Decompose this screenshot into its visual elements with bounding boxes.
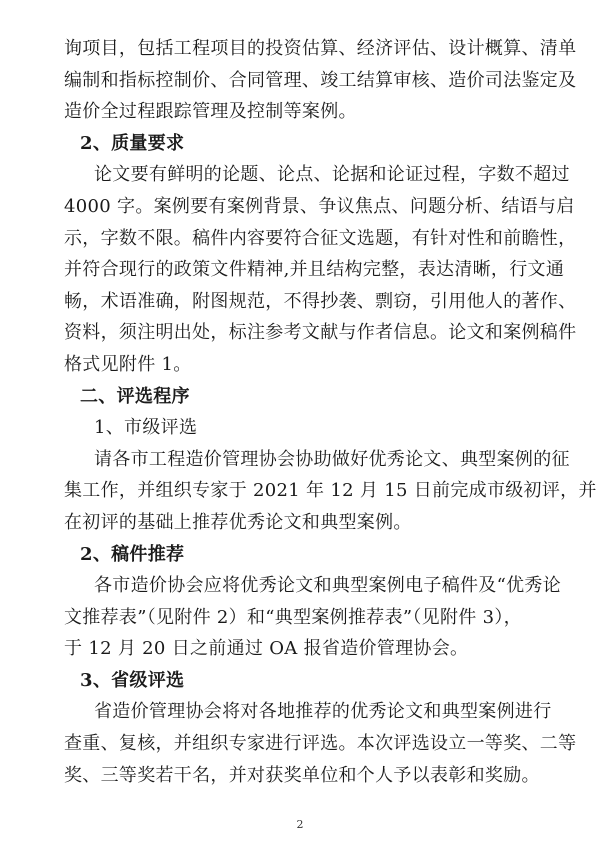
body-text-line: 并符合现行的政策文件精神,并且结构完整，表达清晰，行文通 xyxy=(64,259,565,281)
body-text-line: 文推荐表”（见附件 2）和“典型案例推荐表”（见附件 3）， xyxy=(64,606,522,628)
body-text-line: 编制和指标控制价、合同管理、竣工结算审核、造价司法鉴定及 xyxy=(64,69,577,91)
body-text-line: 畅，术语准确，附图规范，不得抄袭、剽窃，引用他人的著作、 xyxy=(64,290,577,312)
body-text-line: 询项目，包括工程项目的投资估算、经济评估、设计概算、清单 xyxy=(64,38,577,59)
subsection-heading-city: 1、市级评选 xyxy=(94,417,198,439)
subsection-heading-recommend: 2、稿件推荐 xyxy=(80,543,185,565)
section-heading-procedure: 二、评选程序 xyxy=(80,385,190,407)
body-text-line: 查重、复核，并组织专家进行评选。本次评选设立一等奖、二等 xyxy=(64,733,577,755)
paragraph-first-line: 请各市工程造价管理协会协助做好优秀论文、典型案例的征 xyxy=(94,448,570,470)
body-text-line: 在初评的基础上推荐优秀论文和典型案例。 xyxy=(64,511,412,533)
subsection-heading-province: 3、省级评选 xyxy=(80,669,185,691)
body-text-line: 于 12 月 20 日之前通过 OA 报省造价管理协会。 xyxy=(64,638,469,660)
section-heading-quality: 2、质量要求 xyxy=(80,132,185,154)
body-text-line: 4000 字。案例要有案例背景、争议焦点、问题分析、结语与启 xyxy=(64,195,575,217)
body-text-line: 资料，须注明出处，标注参考文献与作者信息。论文和案例稿件 xyxy=(64,322,577,344)
body-text-line: 奖、三等奖若干名，并对获奖单位和个人予以表彰和奖励。 xyxy=(64,764,540,786)
page-number: 2 xyxy=(296,818,304,831)
paragraph-first-line: 省造价管理协会将对各地推荐的优秀论文和典型案例进行 xyxy=(94,701,552,723)
paragraph-first-line: 论文要有鲜明的论题、论点、论据和论证过程，字数不超过 xyxy=(94,164,570,186)
body-text-line: 示，字数不限。稿件内容要符合征文选题，有针对性和前瞻性， xyxy=(64,227,577,249)
body-text-line: 集工作，并组织专家于 2021 年 12 月 15 日前完成市级初评，并 xyxy=(64,480,597,502)
paragraph-first-line: 各市造价协会应将优秀论文和典型案例电子稿件及“优秀论 xyxy=(94,575,561,597)
body-text-line: 造价全过程跟踪管理及控制等案例。 xyxy=(64,101,357,123)
body-text-line: 格式见附件 1。 xyxy=(64,353,192,375)
